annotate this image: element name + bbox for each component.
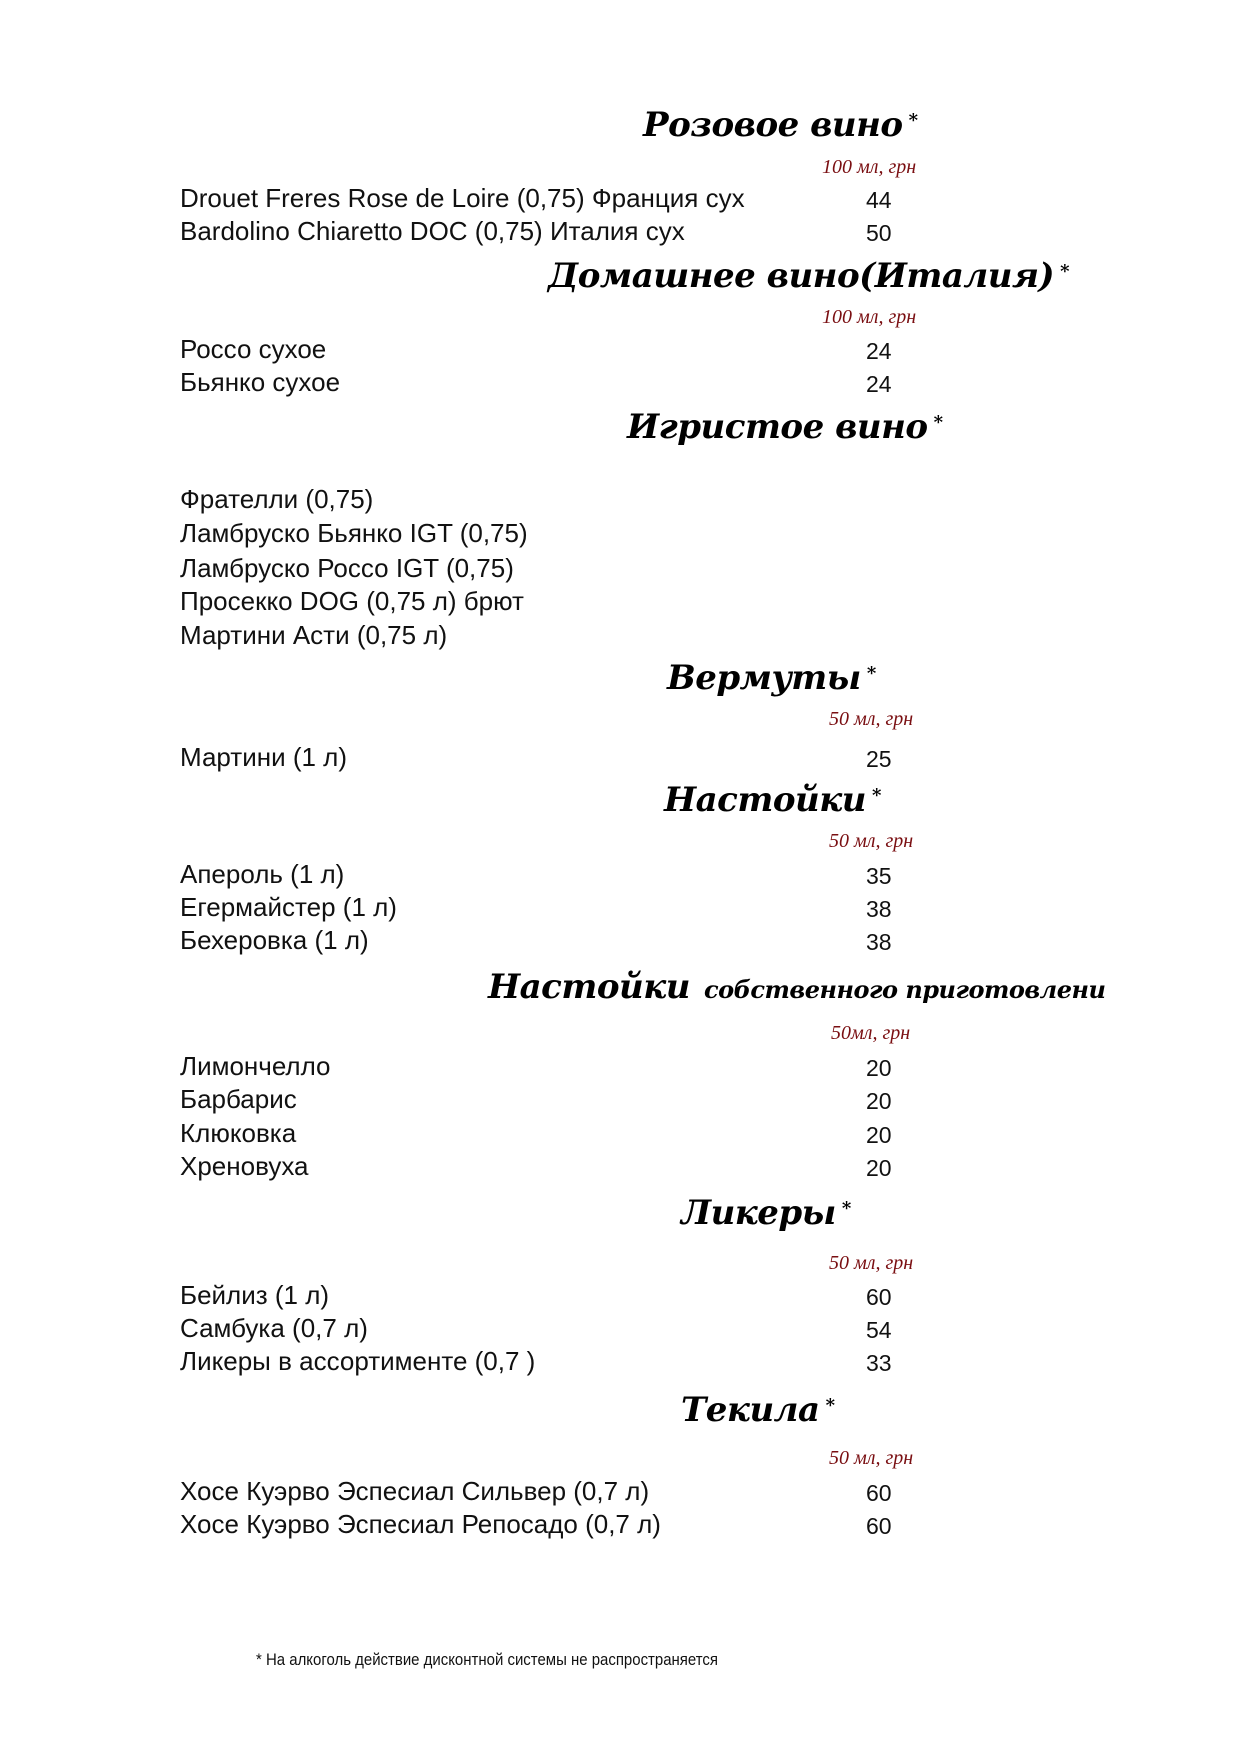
section-title-text: Розовое вино bbox=[643, 105, 903, 145]
unit-label-house-wine: 100 мл, грн bbox=[822, 306, 917, 328]
menu-item-name: Барбарис bbox=[180, 1084, 297, 1114]
menu-item-name: Россо сухое bbox=[180, 334, 327, 364]
menu-item-price: 54 bbox=[866, 1317, 892, 1343]
asterisk: * bbox=[841, 1198, 851, 1219]
unit-label-liqueurs: 50 мл, грн bbox=[829, 1252, 914, 1274]
asterisk: * bbox=[825, 1395, 835, 1416]
asterisk: * bbox=[933, 412, 943, 433]
section-title-text: Ликеры bbox=[681, 1193, 836, 1233]
section-subtitle: собственного приготовлени bbox=[703, 975, 1106, 1004]
asterisk: * bbox=[866, 663, 876, 684]
menu-item-name: Бейлиз (1 л) bbox=[180, 1280, 330, 1310]
menu-item-name: Фрателли (0,75) bbox=[180, 484, 374, 514]
menu-item-price: 20 bbox=[866, 1122, 892, 1148]
menu-item-name: Ликеры в ассортименте (0,7 ) bbox=[180, 1346, 536, 1376]
menu-item-price: 60 bbox=[866, 1284, 892, 1310]
menu-item-name: Самбука (0,7 л) bbox=[180, 1313, 368, 1343]
section-title-rose bbox=[643, 105, 918, 145]
menu-item-price: 60 bbox=[866, 1513, 892, 1539]
menu-item-name: Лимончелло bbox=[180, 1051, 331, 1081]
menu-item-name: Ламбруско Бьянко IGT (0,75) bbox=[180, 518, 528, 548]
menu-item-name: Bardolino Chiaretto DOC (0,75) Италия сух bbox=[180, 216, 685, 246]
section-title-liqueurs bbox=[681, 1193, 851, 1233]
menu-item-name: Drouet Freres Rose de Loire (0,75) Франция сух bbox=[180, 183, 745, 213]
menu-item-name: Клюковка bbox=[180, 1118, 297, 1148]
menu-item-name: Хосе Куэрво Эспесиал Сильвер (0,7 л) bbox=[180, 1476, 650, 1506]
menu-item-price: 20 bbox=[866, 1088, 892, 1114]
section-title-vermouth bbox=[667, 658, 876, 698]
section-title-homemade-tinctures bbox=[488, 967, 1105, 1007]
menu-item-price: 35 bbox=[866, 863, 892, 889]
menu-item-name: Мартини (1 л) bbox=[180, 742, 348, 772]
section-title-text: Игристое вино bbox=[627, 407, 928, 447]
discount-footnote: * На алкоголь действие дисконтной системы не распространяется bbox=[256, 1650, 718, 1669]
menu-item-name: Хосе Куэрво Эспесиал Репосадо (0,7 л) bbox=[180, 1509, 661, 1539]
menu-item-price: 33 bbox=[866, 1350, 892, 1376]
unit-label-rose: 100 мл, грн bbox=[822, 156, 917, 178]
section-title-text: Текила bbox=[681, 1390, 820, 1430]
unit-label-tequila: 50 мл, грн bbox=[829, 1447, 914, 1469]
section-title-house-wine bbox=[548, 256, 1069, 296]
section-title-tequila bbox=[681, 1390, 835, 1430]
menu-item-price: 50 bbox=[866, 220, 892, 246]
menu-item-name: Апероль (1 л) bbox=[180, 859, 345, 889]
section-title-text: Настойки bbox=[664, 780, 866, 820]
unit-label-vermouth: 50 мл, грн bbox=[829, 708, 914, 730]
menu-item-name: Егермайстер (1 л) bbox=[180, 892, 397, 922]
section-title-sparkling bbox=[627, 407, 943, 447]
section-title-tinctures bbox=[664, 780, 881, 820]
section-title-text: Настойки bbox=[488, 967, 690, 1007]
menu-item-price: 20 bbox=[866, 1055, 892, 1081]
unit-label-tinctures: 50 мл, грн bbox=[829, 830, 914, 852]
asterisk: * bbox=[871, 785, 881, 806]
section-title-text: Вермуты bbox=[667, 658, 861, 698]
menu-item-name: Ламбруско Россо IGT (0,75) bbox=[180, 553, 514, 583]
unit-label-homemade: 50мл, грн bbox=[831, 1022, 911, 1044]
menu-item-price: 44 bbox=[866, 187, 892, 213]
menu-item-price: 24 bbox=[866, 338, 892, 364]
menu-item-name: Просекко DOG (0,75 л) брют bbox=[180, 586, 524, 616]
menu-item-price: 25 bbox=[866, 746, 892, 772]
menu-item-price: 20 bbox=[866, 1155, 892, 1181]
asterisk: * bbox=[1060, 261, 1070, 282]
asterisk: * bbox=[908, 110, 918, 131]
menu-item-price: 24 bbox=[866, 371, 892, 397]
menu-item-name: Мартини Асти (0,75 л) bbox=[180, 620, 448, 650]
menu-item-name: Хреновуха bbox=[180, 1151, 309, 1181]
menu-item-name: Бехеровка (1 л) bbox=[180, 925, 369, 955]
section-title-text: Домашнее вино(Италия) bbox=[548, 256, 1055, 296]
menu-item-price: 60 bbox=[866, 1480, 892, 1506]
menu-item-price: 38 bbox=[866, 929, 892, 955]
menu-item-name: Бьянко сухое bbox=[180, 367, 341, 397]
menu-item-price: 38 bbox=[866, 896, 892, 922]
